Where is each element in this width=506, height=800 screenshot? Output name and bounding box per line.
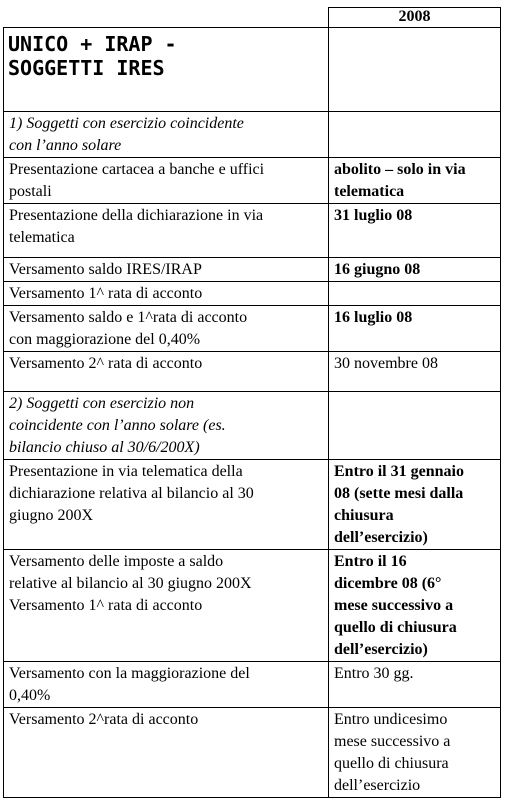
section1-label-line: 1) Soggetti con esercizio coincidente xyxy=(9,115,244,132)
header-empty-cell xyxy=(4,8,329,28)
row-value xyxy=(329,460,501,550)
title-line: SOGGETTI IRES xyxy=(8,56,165,80)
row-label xyxy=(4,460,329,550)
row-value-line: mese successivo a xyxy=(334,597,454,614)
row-label xyxy=(4,306,329,352)
row-label-line: postali xyxy=(9,183,52,200)
row-label xyxy=(4,258,329,282)
row-label xyxy=(4,352,329,392)
row-value xyxy=(329,258,501,282)
row-value-line: 16 giugno 08 xyxy=(334,261,421,278)
row-label xyxy=(4,282,329,306)
row-value-line: Entro il 31 gennaio xyxy=(334,463,464,480)
row-label-line: Versamento 1^ rata di acconto xyxy=(9,597,203,614)
row-value-line: chiusura xyxy=(334,507,394,524)
table-row xyxy=(4,204,501,258)
row-label xyxy=(4,158,329,204)
section2-label-line: 2) Soggetti con esercizio non xyxy=(9,395,195,412)
row-value-line: dell’esercizio xyxy=(334,777,421,794)
table-row xyxy=(4,282,501,306)
row-label-line: Versamento 1^ rata di acconto xyxy=(9,285,203,302)
row-value-line: mese successivo a xyxy=(334,733,451,750)
row-label-line: Versamento 2^rata di acconto xyxy=(9,711,199,728)
title-row xyxy=(4,28,501,112)
table-row xyxy=(4,550,501,662)
row-value-line: 16 luglio 08 xyxy=(334,309,413,326)
row-value xyxy=(329,708,501,798)
row-value xyxy=(329,282,501,306)
section2-header-row xyxy=(4,392,501,460)
row-value-line: dicembre 08 (6° xyxy=(334,575,442,592)
row-label-line: 0,40% xyxy=(9,687,51,704)
row-label-line: con maggiorazione del 0,40% xyxy=(9,331,201,348)
title-value-cell xyxy=(329,28,501,112)
row-label-line: relative al bilancio al 30 giugno 200X xyxy=(9,575,252,592)
row-value xyxy=(329,158,501,204)
row-value-line: quello di chiusura xyxy=(334,619,457,636)
table-row xyxy=(4,158,501,204)
row-value xyxy=(329,204,501,258)
section1-label-line: con l’anno solare xyxy=(9,137,122,154)
section1-label xyxy=(4,112,329,158)
table-row xyxy=(4,460,501,550)
year-header: 2008 xyxy=(329,8,501,28)
table-row xyxy=(4,708,501,798)
row-value-line: 30 novembre 08 xyxy=(334,355,438,372)
row-value-line: quello di chiusura xyxy=(334,755,449,772)
row-value-line: Entro undicesimo xyxy=(334,711,448,728)
row-value-line: 31 luglio 08 xyxy=(334,207,413,224)
table-row xyxy=(4,306,501,352)
table-title xyxy=(4,28,329,112)
row-label-line: Versamento delle imposte a saldo xyxy=(9,553,224,570)
row-label xyxy=(4,550,329,662)
row-value-line: dell’esercizio) xyxy=(334,529,428,546)
header-row xyxy=(4,8,501,28)
row-label-line: dichiarazione relativa al bilancio al 30 xyxy=(9,485,254,502)
row-label-line: giugno 200X xyxy=(9,507,93,524)
row-value-line: abolito – solo in via xyxy=(334,161,466,178)
row-label xyxy=(4,204,329,258)
table-row xyxy=(4,352,501,392)
row-label-line: Versamento 2^ rata di acconto xyxy=(9,355,203,372)
row-value-line: Entro 30 gg. xyxy=(334,665,414,682)
row-value xyxy=(329,306,501,352)
section2-label-line: bilancio chiuso al 30/6/200X) xyxy=(9,439,200,456)
row-label-line: Presentazione della dichiarazione in via xyxy=(9,207,264,224)
row-value-line: dell’esercizio) xyxy=(334,641,428,658)
table-row xyxy=(4,662,501,708)
row-value-line: telematica xyxy=(334,183,405,200)
row-value xyxy=(329,550,501,662)
row-label-line: Presentazione cartacea a banche e uffici xyxy=(9,161,265,178)
row-label xyxy=(4,662,329,708)
section1-header-row xyxy=(4,112,501,158)
row-value xyxy=(329,352,501,392)
section2-label xyxy=(4,392,329,460)
row-label-line: Versamento con la maggiorazione del xyxy=(9,665,250,682)
section1-value-cell xyxy=(329,112,501,158)
section2-value-cell xyxy=(329,392,501,460)
row-label-line: Versamento saldo IRES/IRAP xyxy=(9,261,202,278)
row-value-line: 08 (sette mesi dalla xyxy=(334,485,464,502)
row-label xyxy=(4,708,329,798)
row-value xyxy=(329,662,501,708)
deadlines-table xyxy=(3,7,501,798)
table-row xyxy=(4,258,501,282)
row-label-line: Versamento saldo e 1^rata di acconto xyxy=(9,309,248,326)
section2-label-line: coincidente con l’anno solare (es. xyxy=(9,417,226,434)
row-label-line: telematica xyxy=(9,229,75,246)
title-line: UNICO + IRAP - xyxy=(8,32,177,56)
row-value-line: Entro il 16 xyxy=(334,553,407,570)
row-label-line: Presentazione in via telematica della xyxy=(9,463,243,480)
